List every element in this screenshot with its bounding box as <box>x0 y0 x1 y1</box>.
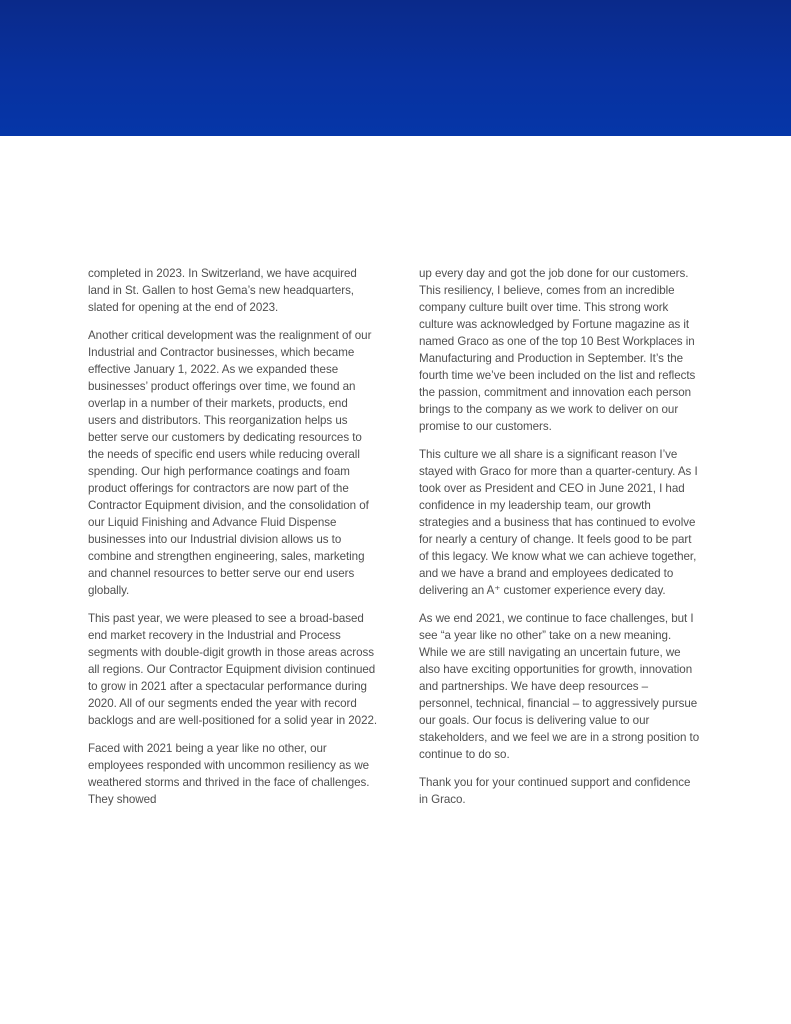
paragraph: Faced with 2021 being a year like no other, our employees responded with uncommon resiliency as we weathered storms and thrived in the face of challenges. They showed <box>88 742 370 806</box>
paragraph: completed in 2023. In Switzerland, we have acquired land in St. Gallen to host Gema’s new headquarters, slated for opening at the end of 2023. <box>88 267 357 314</box>
right-text-column <box>419 265 702 819</box>
paragraph: As we end 2021, we continue to face challenges, but I see “a year like no other” take on a new meaning. While we are still navigating an uncertain future, we also have exciting opportunities for growth, innovation and partnerships. We have deep resources – personnel, technical, financial – to aggressively pursue our goals. Our focus is delivering value to our stakeholders, and we feel we are in a strong position to continue to do so. <box>419 612 700 761</box>
paragraph: Thank you for your continued support and confidence in Graco. <box>419 776 691 806</box>
left-text-column <box>88 265 378 819</box>
paragraph: This past year, we were pleased to see a broad-based end market recovery in the Industrial and Process segments with double-digit growth in those areas across all regions. Our Contractor Equipment division continued to grow in 2021 after a spectacular performance during 2020. All of our segments ended the year with record backlogs and are well-positioned for a solid year in 2022. <box>88 612 378 727</box>
paragraph: Another critical development was the realignment of our Industrial and Contractor businesses, which became effective January 1, 2022. As we expanded these businesses’ product offerings over time, we found an overlap in a number of their markets, products, end users and distributors. This reorganization helps us better serve our customers by dedicating resources to the needs of specific end users while reducing overall spending. Our high performance coatings and foam product offerings for contractors are now part of the Contractor Equipment division, and the consolidation of our Liquid Finishing and Advance Fluid Dispense businesses into our Industrial division allows us to combine and strengthen engineering, sales, marketing and channel resources to better serve our end users globally. <box>88 329 372 597</box>
header-banner <box>0 0 791 136</box>
paragraph: This culture we all share is a significant reason I’ve stayed with Graco for more than a quarter-century. As I took over as President and CEO in June 2021, I had confidence in my leadership team, our growth strategies and a business that has continued to evolve for nearly a century of change. It feels good to be part of this legacy. We know what we can achieve together, and we have a brand and employees dedicated to delivering an A⁺ customer experience every day. <box>419 448 698 597</box>
paragraph: up every day and got the job done for our customers. This resiliency, I believe, comes from an incredible company culture built over time. This strong work culture was acknowledged by Fortune magazine as it named Graco as one of the top 10 Best Workplaces in Manufacturing and Production in September. It’s the fourth time we’ve been included on the list and reflects the passion, commitment and innovation each person brings to the company as we work to deliver on our promise to our customers. <box>419 267 696 433</box>
